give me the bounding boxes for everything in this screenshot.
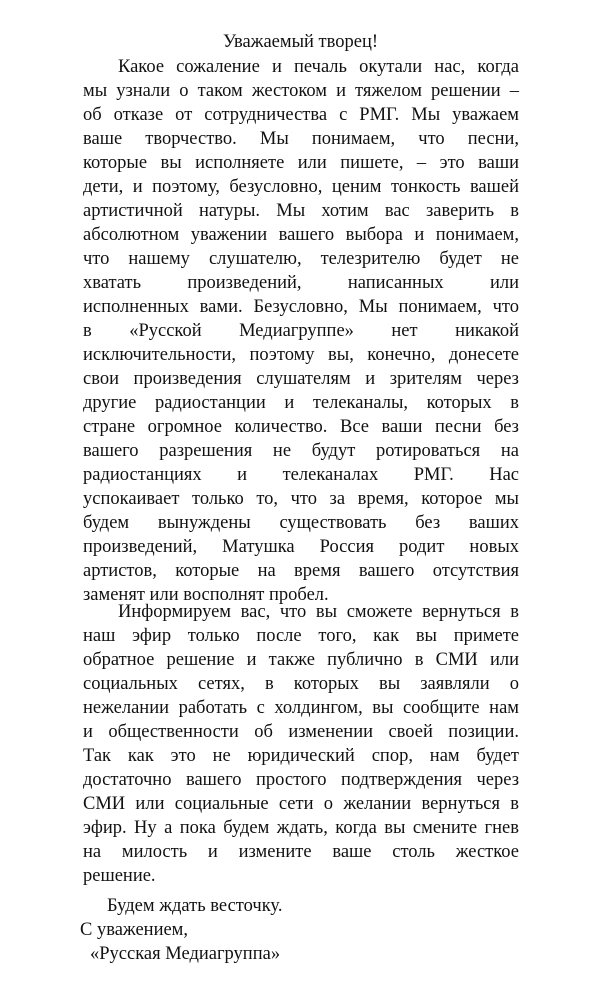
letter-closing: Будем ждать весточку. — [107, 896, 283, 916]
paragraph-1-line-12: в «Русской Медиагруппе» нет никакой — [83, 321, 519, 341]
paragraph-2-line-7: Так как это не юридический спор, нам будет — [83, 746, 519, 766]
paragraph-1-line-21: произведений, Матушка Россия родит новых — [83, 537, 519, 557]
letter-regards: С уважением, — [80, 920, 189, 940]
paragraph-2-line-11: на милость и измените ваше столь жесткое — [83, 842, 519, 862]
paragraph-2-line-9: СМИ или социальные сети о желании вернуться в — [83, 794, 519, 814]
paragraph-1-line-18: радиостанциях и телеканалах РМГ. Нас — [83, 465, 519, 485]
paragraph-2-line-1: Информируем вас, что вы сможете вернуться в — [118, 602, 519, 622]
paragraph-1-line-23: заменят или восполнят пробел. — [83, 585, 329, 605]
paragraph-1-line-9: что нашему слушателю, телезрителю будет не — [83, 249, 519, 269]
paragraph-1-line-13: исключительности, поэтому вы, конечно, донесете — [83, 345, 519, 365]
paragraph-2-line-8: достаточно вашего простого подтверждения через — [83, 770, 519, 790]
paragraph-1-line-14: свои произведения слушателям и зрителям через — [83, 369, 519, 389]
paragraph-1-line-10: хватать произведений, написанных или — [83, 273, 519, 293]
paragraph-1-line-7: артистичной натуры. Мы хотим вас заверить в — [83, 201, 519, 221]
paragraph-2-line-3: обратное решение и также публично в СМИ или — [83, 650, 519, 670]
paragraph-1-line-20: будем вынуждены существовать без ваших — [83, 513, 519, 533]
paragraph-1-line-16: стране огромное количество. Все ваши песни без — [83, 417, 519, 437]
paragraph-1-line-2: мы узнали о таком жестоком и тяжелом решении – — [83, 81, 519, 101]
paragraph-1-line-6: дети, и поэтому, безусловно, ценим тонкость вашей — [83, 177, 519, 197]
paragraph-1-line-1: Какое сожаление и печаль окутали нас, когда — [118, 57, 519, 77]
paragraph-1-line-4: ваше творчество. Мы понимаем, что песни, — [83, 129, 519, 149]
letter-signature: «Русская Медиагруппа» — [90, 944, 281, 964]
paragraph-1-line-22: артистов, которые на время вашего отсутствия — [83, 561, 519, 581]
paragraph-2-line-4: социальных сетях, в которых вы заявляли о — [83, 674, 519, 694]
paragraph-1-line-15: другие радиостанции и телеканалы, которых в — [83, 393, 519, 413]
paragraph-2-line-2: наш эфир только после того, как вы примете — [83, 626, 519, 646]
paragraph-1-line-11: исполненных вами. Безусловно, Мы понимаем, что — [83, 297, 519, 317]
paragraph-1-line-5: которые вы исполняете или пишете, – это ваши — [83, 153, 519, 173]
paragraph-1-line-8: абсолютном уважении вашего выбора и понимаем, — [83, 225, 519, 245]
letter-salutation: Уважаемый творец! — [222, 32, 379, 52]
paragraph-2-line-10: эфир. Ну а пока будем ждать, когда вы смените гнев — [83, 818, 519, 838]
paragraph-1-line-3: об отказе от сотрудничества с РМГ. Мы уважаем — [83, 105, 519, 125]
paragraph-1-line-17: вашего разрешения не будут ротироваться на — [83, 441, 519, 461]
paragraph-2-line-12: решение. — [83, 866, 156, 886]
paragraph-1-line-19: успокаивает только то, что за время, которое мы — [83, 489, 519, 509]
paragraph-2-line-6: и общественности об изменении своей позиции. — [83, 722, 519, 742]
paragraph-2-line-5: нежелании работать с холдингом, вы сообщите нам — [83, 698, 519, 718]
